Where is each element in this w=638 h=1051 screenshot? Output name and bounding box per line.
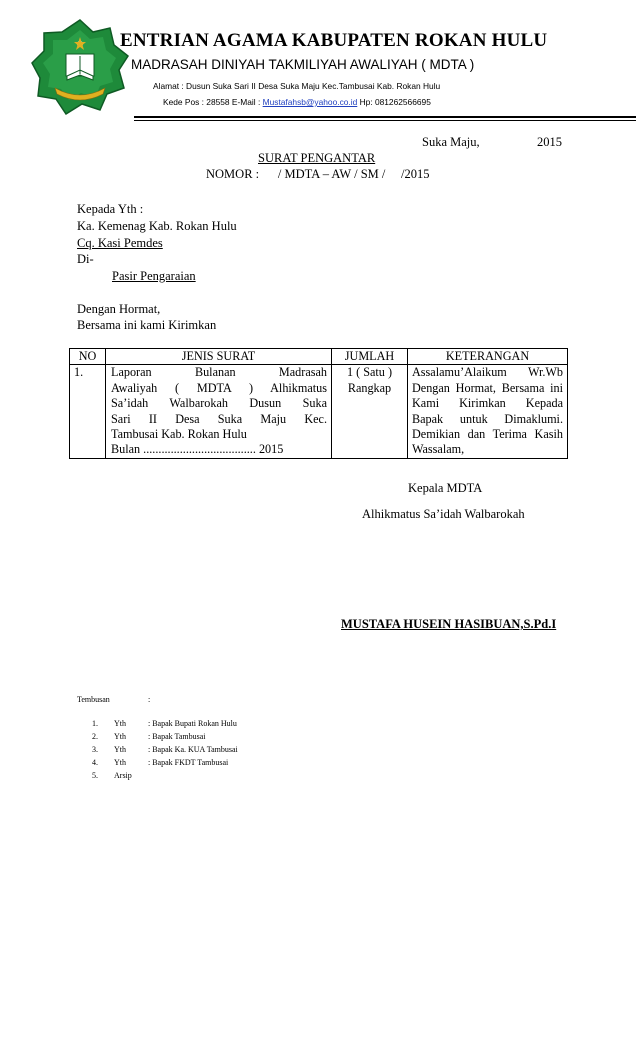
cc-number: 4. <box>92 758 98 767</box>
cc-yth: Yth <box>114 758 126 767</box>
email-link[interactable]: Mustafahsb@yahoo.co.id <box>262 97 358 107</box>
letter-number: NOMOR : / MDTA – AW / SM / /2015 <box>206 167 430 181</box>
cc-yth: Yth <box>114 745 126 754</box>
cc-yth: Yth <box>114 732 126 741</box>
salutation: Dengan Hormat, <box>77 302 161 316</box>
recipient-di: Di- <box>77 252 94 266</box>
contact-postcode: Kede Pos : 28558 E-Mail : <box>163 97 263 107</box>
cc-number: 5. <box>92 771 98 780</box>
keterangan-line: Assalamu’Alaikum Wr.Wb <box>412 365 563 380</box>
contact-phone: Hp: 081262566695 <box>357 97 431 107</box>
header-no: NO <box>70 349 106 365</box>
cc-yth: Yth <box>114 719 126 728</box>
jenis-line: Laporan Bulanan Madrasah <box>111 365 327 380</box>
jenis-line: Bulan ..................................... 2015 <box>111 442 284 457</box>
letter-title: SURAT PENGANTAR <box>258 151 376 165</box>
cell-no: 1. <box>70 365 106 458</box>
cc-number: 3. <box>92 745 98 754</box>
tembusan-label: Tembusan <box>77 695 110 704</box>
institution-title: ENTRIAN AGAMA KABUPATEN ROKAN HULU <box>120 30 548 51</box>
signatory-name: MUSTAFA HUSEIN HASIBUAN,S.Pd.I <box>341 617 557 631</box>
school-name: MADRASAH DINIYAH TAKMILIYAH AWALIYAH ( MDTA ) <box>131 57 475 72</box>
recipient-city: Pasir Pengaraian <box>112 269 196 283</box>
cell-keterangan <box>408 365 568 458</box>
school-contact <box>163 97 431 107</box>
cc-recipient: : Bapak Tambusai <box>148 732 206 741</box>
keterangan-line: Dengan Hormat, Bersama ini <box>412 380 563 395</box>
jenis-line: Awaliyah ( MDTA ) Alhikmatus <box>111 380 327 395</box>
header-jumlah: JUMLAH <box>332 349 408 365</box>
cc-number: 1. <box>92 719 98 728</box>
jenis-line: Sa’idah Walbarokah Dusun Suka <box>111 396 327 411</box>
keterangan-line: Wassalam, <box>412 442 465 457</box>
recipient-greeting: Kepada Yth : <box>77 202 144 216</box>
cc-number: 2. <box>92 732 98 741</box>
recipient-office: Ka. Kemenag Kab. Rokan Hulu <box>77 219 237 233</box>
place: Suka Maju, <box>422 135 480 149</box>
document-table <box>69 348 568 459</box>
table-row <box>70 365 568 458</box>
cc-recipient: : Bapak Bupati Rokan Hulu <box>148 719 237 728</box>
cc-yth: Arsip <box>114 771 132 780</box>
jenis-line: Sari II Desa Suka Maju Kec. <box>111 411 327 426</box>
header-jenis-surat: JENIS SURAT <box>106 349 332 365</box>
jenis-line: Tambusai Kab. Rokan Hulu <box>111 427 247 442</box>
cc-recipient: : Bapak FKDT Tambusai <box>148 758 229 767</box>
tembusan-colon: : <box>148 695 151 704</box>
cell-jumlah <box>332 365 408 458</box>
jumlah-line: 1 ( Satu ) <box>346 365 393 380</box>
header-keterangan: KETERANGAN <box>408 349 568 365</box>
signature-school: Alhikmatus Sa’idah Walbarokah <box>362 507 525 521</box>
keterangan-line: Bapak untuk Dimaklumi. <box>412 411 563 426</box>
table-header-row <box>70 349 568 365</box>
school-address: Alamat : Dusun Suka Sari II Desa Suka Maju Kec.Tambusai Kab. Rokan Hulu <box>153 81 441 91</box>
recipient-attention: Cq. Kasi Pemdes <box>77 236 163 250</box>
opening-sentence: Bersama ini kami Kirimkan <box>77 318 217 332</box>
kemenag-logo <box>30 18 130 118</box>
cell-jenis-surat <box>106 365 332 458</box>
cc-recipient: : Bapak Ka. KUA Tambusai <box>148 745 238 754</box>
header-rule-thin <box>134 120 636 121</box>
jumlah-line: Rangkap <box>347 380 392 395</box>
header-rule-thick <box>134 116 636 118</box>
keterangan-line: Demikian dan Terima Kasih <box>412 427 563 442</box>
year: 2015 <box>537 135 562 149</box>
signature-position: Kepala MDTA <box>408 481 483 495</box>
keterangan-line: Kami Kirimkan Kepada <box>412 396 563 411</box>
